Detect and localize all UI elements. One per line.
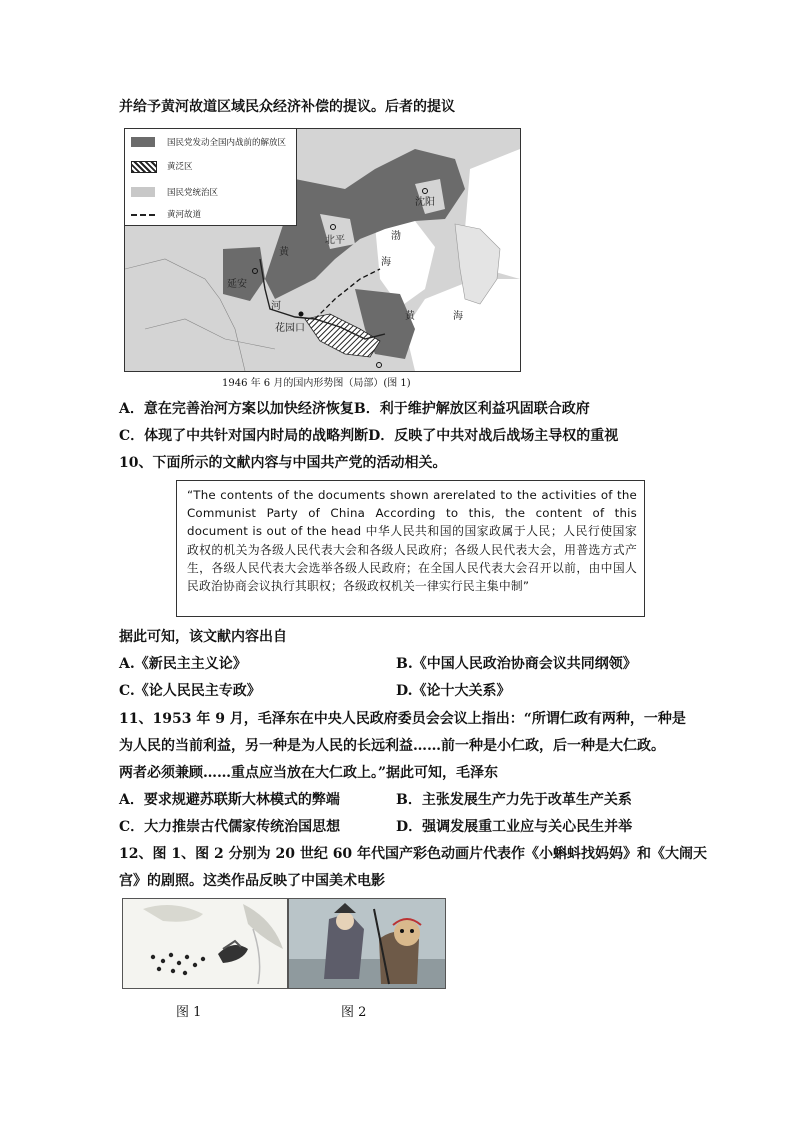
city-marker-huayuankou [299,312,304,317]
q11-option-b: B．主张发展生产力先于改革生产关系 [396,792,632,808]
legend-swatch [131,161,157,173]
label-he: 河 [271,301,281,312]
legend-swatch [131,137,155,147]
q11-option-a: A．要求规避苏联斯大林模式的弊端 [119,792,340,808]
figure-2-image [288,898,446,989]
q10-option-c: C.《论人民民主专政》 [119,683,261,699]
figure-1-caption: 图 1 [176,1005,202,1020]
label-shenyang: 沈阳 [415,197,435,208]
monkey-king-scene [289,899,445,988]
q10-stem: 10、下面所示的文献内容与中国共产党的活动相关。 [119,455,447,471]
map-legend [125,129,297,226]
tadpole-scene [123,899,287,988]
legend-label: 国民党发动全国内战前的解放区 [167,138,287,148]
q11-line-1: 11、1953 年 9 月，毛泽东在中央人民政府委员会会议上指出：“所谓仁政有两种，一种是 [119,711,686,727]
document-quote-box [176,480,645,617]
intro-line: 并给予黄河故道区域民众经济补偿的提议。后者的提议 [119,99,455,115]
q11-line-2: 为人民的当前利益，另一种是为人民的长远利益……前一种是小仁政，后一种是大仁政。 [119,738,665,754]
label-hai: 海 [381,257,391,268]
q10-option-a: A.《新民主主义论》 [119,656,247,672]
label-beiping: 北平 [325,235,345,246]
label-yellow-sea-1: 黄 [405,311,415,322]
label-yanan: 延安 [227,279,247,290]
figure-2-caption: 图 2 [341,1005,367,1020]
legend-swatch [131,187,155,197]
legend-label: 黄泛区 [167,162,193,172]
figure-1-image [122,898,288,989]
q10-question: 据此可知，该文献内容出自 [119,629,287,645]
q11-line-3: 两者必须兼顾……重点应当放在大仁政上。”据此可知，毛泽东 [119,765,499,781]
legend-label: 国民党统治区 [167,188,219,198]
q11-option-d: D．强调发展重工业应与关心民生并举 [396,819,633,835]
q11-option-c: C．大力推崇古代儒家传统治国思想 [119,819,341,835]
map-caption: 1946 年 6 月的国内形势图（局部）(图 1) [222,378,411,389]
legend-swatch [131,214,155,216]
q9-option-cd: C．体现了中共针对国内时局的战略判断D．反映了中共对战后战场主导权的重视 [119,428,619,444]
label-huayuankou: 花园口 [275,323,305,334]
document-quote-text: “The contents of the documents shown arerelated to the activities of the Communist Party of China According to this, the content of this document is out of the head 中华人民共和国的国家政属于人民；人民行使国家政权的机关为各级人民代表大会和各级人民政府；各级人民代表大会，用普选方式产生，各级人民代表大会选举各级人民政府；在全国人民代表大会召开以前，由中国人民政治协商会议执行其职权；各级政权机关一律实行民主集中制” [187,488,637,594]
q10-option-b: B.《中国人民政治协商会议共同纲领》 [396,656,637,672]
q10-option-d: D.《论十大关系》 [396,683,511,699]
q12-line-2: 宫》的剧照。这类作品反映了中国美术电影 [119,873,385,889]
label-bo: 渤 [391,231,401,242]
label-yellow-sea-2: 海 [453,311,463,322]
legend-label: 黄河故道 [167,210,202,220]
q9-option-ab: A．意在完善治河方案以加快经济恢复B．利于维护解放区利益巩固联合政府 [119,401,590,417]
q12-line-1: 12、图 1、图 2 分别为 20 世纪 60 年代国产彩色动画片代表作《小蝌蚪找妈妈》和《大闹天 [119,846,708,862]
label-huang: 黄 [279,247,289,258]
situation-map [124,128,521,372]
